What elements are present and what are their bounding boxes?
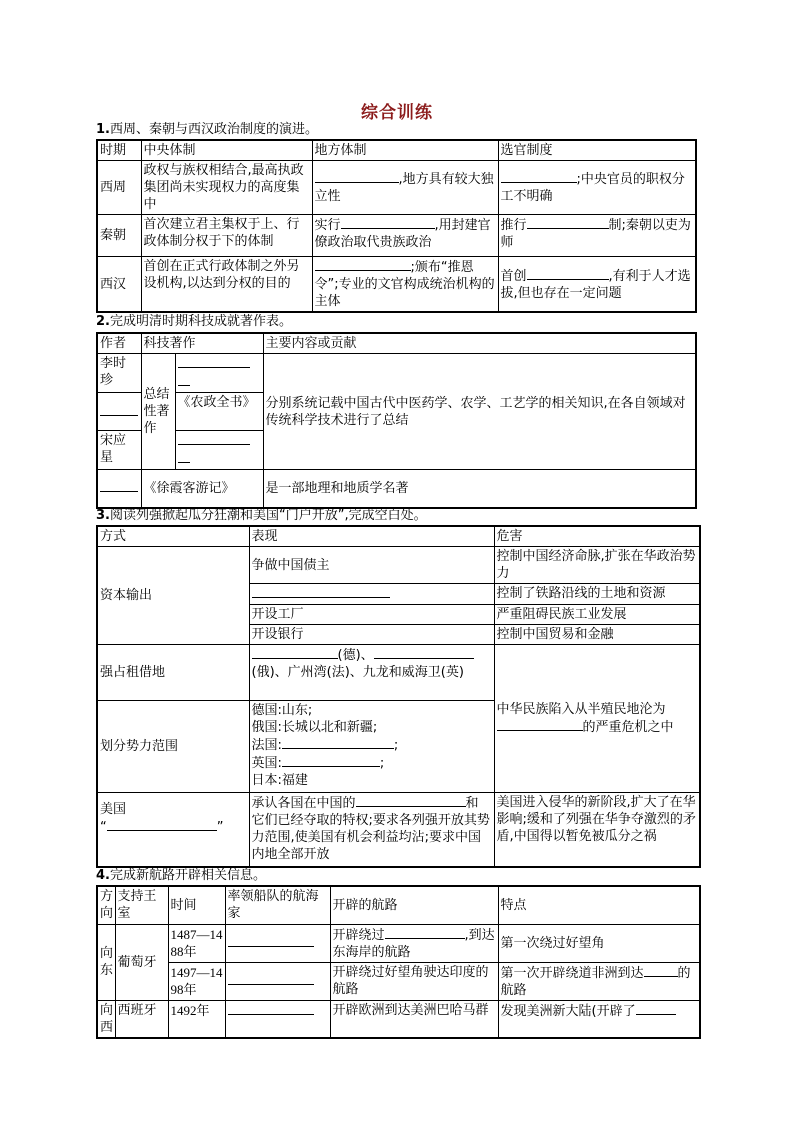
q4-header-time: 时间 bbox=[168, 886, 225, 924]
q3-ce-harm-4: 控制中国贸易和金融 bbox=[494, 625, 700, 645]
q3-usa-show: 承认各国在中国的 和它们已经夺取的特权;要求各列强开放其势力范围,使美国有机会利益均沾;要求中国内地全部开放 bbox=[249, 793, 494, 867]
blank-field[interactable] bbox=[282, 736, 394, 749]
q1-central-xihan: 首创在正式行政体制之外另设机构,以达到分权的目的 bbox=[141, 257, 312, 313]
q3-table bbox=[96, 525, 701, 868]
q3-ce-harm-1: 控制中国经济命脉,扩张在华政治势力 bbox=[494, 547, 700, 584]
q4-navigator-1 bbox=[225, 924, 330, 962]
q4-header-direction: 方向 bbox=[97, 886, 115, 924]
q3-ce-harm-2: 控制了铁路沿线的土地和资源 bbox=[494, 584, 700, 605]
q4-heading: 4.完成新航路开辟相关信息。 bbox=[96, 868, 266, 883]
q1-table bbox=[96, 139, 697, 313]
blank-field[interactable] bbox=[228, 934, 314, 947]
q1-header-official: 选官制度 bbox=[498, 140, 696, 161]
q2-author-2 bbox=[97, 393, 141, 431]
blank-field[interactable] bbox=[228, 1002, 314, 1015]
blank-field[interactable] bbox=[178, 355, 250, 368]
q1-local-xizhou: ,地方具有较大独立性 bbox=[312, 161, 498, 215]
q1-period-xihan: 西汉 bbox=[97, 257, 141, 313]
q1-official-xizhou: ;中央官员的职权分工不明确 bbox=[498, 161, 696, 215]
q4-header-route: 开辟的航路 bbox=[330, 886, 498, 924]
blank-field[interactable] bbox=[315, 258, 411, 271]
q1-central-qin: 首次建立君主集权于上、行政体制分权于下的体制 bbox=[141, 215, 312, 257]
q2-header-content: 主要内容或贡献 bbox=[263, 333, 696, 354]
q3-header-show: 表现 bbox=[249, 526, 494, 547]
q4-feature-2: 第一次开辟绕道非洲到达 的航路 bbox=[498, 962, 700, 1000]
q3-lease-label: 强占租借地 bbox=[97, 645, 249, 701]
q4-crown-spain: 西班牙 bbox=[115, 1000, 168, 1038]
q4-route-1: 开辟绕过 ,到达东海岸的航路 bbox=[330, 924, 498, 962]
q4-feature-1: 第一次绕过好望角 bbox=[498, 924, 700, 962]
q3-usa-label: 美国 “ ” bbox=[97, 793, 249, 867]
blank-field[interactable] bbox=[527, 216, 609, 229]
q3-usa-harm: 美国进入侵华的新阶段,扩大了在华影响;缓和了列强在华争夺激烈的矛盾,中国得以暂免被瓜分之祸 bbox=[494, 793, 700, 867]
q3-sphere-label: 划分势力范围 bbox=[97, 701, 249, 793]
blank-field[interactable] bbox=[178, 432, 250, 445]
q3-harm-shared: 中华民族陷入从半殖民地沦为 的严重危机之中 bbox=[494, 645, 700, 793]
q3-ce-show-2 bbox=[249, 584, 494, 605]
q3-header-harm: 危害 bbox=[494, 526, 700, 547]
blank-field[interactable] bbox=[252, 585, 390, 598]
q3-lease-show: (德)、 (俄)、广州湾(法)、九龙和威海卫(英) bbox=[249, 645, 494, 701]
blank-field[interactable] bbox=[100, 479, 138, 492]
q3-ce-show-1: 争做中国债主 bbox=[249, 547, 494, 584]
blank-field[interactable] bbox=[636, 1002, 676, 1015]
q1-header-local: 地方体制 bbox=[312, 140, 498, 161]
q2-header-book: 科技著作 bbox=[141, 333, 263, 354]
q3-heading: 3.阅读列强掀起瓜分狂潮和美国“门户开放”,完成空白处。 bbox=[96, 508, 427, 523]
q1-header-central: 中央体制 bbox=[141, 140, 312, 161]
q1-official-xihan: 首创 ,有利于人才选拔,但也存在一定问题 bbox=[498, 257, 696, 313]
q3-ce-show-3: 开设工厂 bbox=[249, 605, 494, 625]
q2-table bbox=[96, 332, 697, 509]
q4-navigator-3 bbox=[225, 1000, 330, 1038]
blank-field[interactable] bbox=[228, 972, 314, 985]
q3-ce-harm-3: 严重阻碍民族工业发展 bbox=[494, 605, 700, 625]
q4-feature-3: 发现美洲新大陆(开辟了 bbox=[498, 1000, 700, 1038]
q4-header-navigator: 率领船队的航海家 bbox=[225, 886, 330, 924]
q3-ce-show-4: 开设银行 bbox=[249, 625, 494, 645]
blank-field[interactable] bbox=[107, 818, 217, 831]
q4-route-3: 开辟欧洲到达美洲巴哈马群 bbox=[330, 1000, 498, 1038]
q4-navigator-2 bbox=[225, 962, 330, 1000]
blank-field[interactable] bbox=[374, 646, 474, 659]
q2-author-3: 宋应星 bbox=[97, 431, 141, 470]
blank-field[interactable] bbox=[356, 794, 466, 807]
q3-capital-export: 资本输出 bbox=[97, 547, 249, 645]
q4-time-2: 1497—1498年 bbox=[168, 962, 225, 1000]
q2-content-4: 是一部地理和地质学名著 bbox=[263, 470, 696, 508]
q4-crown-portugal: 葡萄牙 bbox=[115, 924, 168, 1000]
blank-field[interactable] bbox=[527, 267, 609, 280]
q1-period-qin: 秦朝 bbox=[97, 215, 141, 257]
q2-book-1 bbox=[175, 354, 263, 393]
q4-time-3: 1492年 bbox=[168, 1000, 225, 1038]
blank-field[interactable] bbox=[315, 170, 399, 183]
blank-field[interactable] bbox=[178, 373, 190, 386]
q1-header-period: 时期 bbox=[97, 140, 141, 161]
blank-field[interactable] bbox=[497, 718, 583, 731]
q2-header-author: 作者 bbox=[97, 333, 141, 354]
q4-time-1: 1487—1488年 bbox=[168, 924, 225, 962]
q1-local-xihan: ;颁布“推恩令”;专业的文官构成统治机构的主体 bbox=[312, 257, 498, 313]
q2-book-2: 《农政全书》 bbox=[175, 393, 263, 431]
q1-official-qin: 推行 制;秦朝以吏为师 bbox=[498, 215, 696, 257]
page-title: 综合训练 bbox=[361, 103, 433, 123]
blank-field[interactable] bbox=[501, 170, 577, 183]
q2-book-3 bbox=[175, 431, 263, 470]
q1-local-qin: 实行 ,用封建官僚政治取代贵族政治 bbox=[312, 215, 498, 257]
q3-header-method: 方式 bbox=[97, 526, 249, 547]
blank-field[interactable] bbox=[178, 450, 190, 463]
blank-field[interactable] bbox=[100, 403, 138, 416]
q2-author-4 bbox=[97, 470, 141, 508]
q2-heading: 2.完成明清时期科技成就著作表。 bbox=[96, 314, 292, 329]
q2-book-4: 《徐霞客游记》 bbox=[141, 470, 263, 508]
q4-dir-east: 向东 bbox=[97, 924, 115, 1000]
q2-group-label: 总结性著作 bbox=[141, 354, 175, 470]
blank-field[interactable] bbox=[252, 646, 338, 659]
q3-sphere-show: 德国:山东; 俄国:长城以北和新疆; 法国: ; 英国: ; 日本:福建 bbox=[249, 701, 494, 793]
q1-heading: 1.西周、秦朝与西汉政治制度的演进。 bbox=[96, 122, 318, 137]
blank-field[interactable] bbox=[385, 926, 465, 939]
q4-table bbox=[96, 885, 701, 1039]
blank-field[interactable] bbox=[341, 216, 435, 229]
q1-central-xizhou: 政权与族权相结合,最高执政集团尚未实现权力的高度集中 bbox=[141, 161, 312, 215]
q2-author-1: 李时珍 bbox=[97, 354, 141, 393]
q4-route-2: 开辟绕过好望角驶达印度的航路 bbox=[330, 962, 498, 1000]
q4-header-feature: 特点 bbox=[498, 886, 700, 924]
q4-header-crown: 支持王室 bbox=[115, 886, 168, 924]
q1-period-xizhou: 西周 bbox=[97, 161, 141, 215]
blank-field[interactable] bbox=[282, 754, 380, 767]
q2-content-group: 分别系统记载中国古代中医药学、农学、工艺学的相关知识,在各自领域对传统科学技术进行了总结 bbox=[263, 354, 696, 470]
blank-field[interactable] bbox=[644, 964, 678, 977]
q4-dir-west: 向西 bbox=[97, 1000, 115, 1038]
